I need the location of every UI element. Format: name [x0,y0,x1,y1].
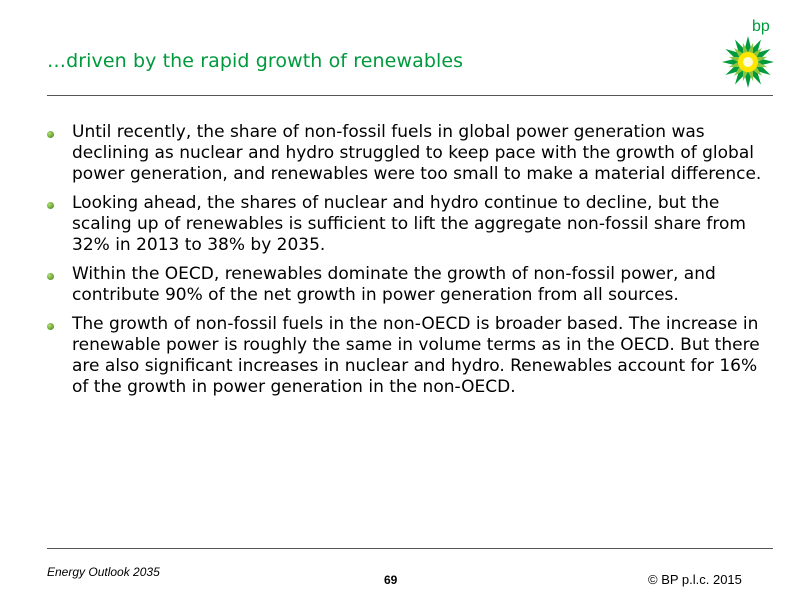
page-number: 69 [384,573,398,587]
bullet-text: Until recently, the share of non-fossil fuels in global power generation was declining as nuclear and hydro struggled to keep pace with the growth of global power generation, and renewables were too small to make a material difference. [72,122,762,184]
bullet-text: Within the OECD, renewables dominate the growth of non-fossil power, and contribute 90% of the net growth in power generation from all sources. [72,264,716,305]
helios-icon [720,34,776,90]
bullet-text: The growth of non-fossil fuels in the non-OECD is broader based. The increase in renewable power is roughly the same in volume terms as in the OECD. But there are also significant increases in nuclear and hydro. Renewables account for 16% of the growth in power generation in the non-OECD. [72,314,760,397]
bullet-icon [47,131,54,138]
footer-copyright: © BP p.l.c. 2015 [648,572,742,587]
bullet-list [47,122,767,406]
bullet-item [47,122,767,185]
bullet-text: Looking ahead, the shares of nuclear and hydro continue to decline, but the scaling up of renewables is sufficient to lift the aggregate non-fossil share from 32% in 2013 to 38% by 2035. [72,193,746,255]
footer-publication: Energy Outlook 2035 [47,565,160,579]
bullet-icon [47,323,54,330]
bp-logo-text: bp [752,18,770,35]
footer-divider [47,548,773,549]
bullet-icon [47,202,54,209]
slide-title: …driven by the rapid growth of renewables [47,50,464,72]
bullet-item [47,193,767,256]
bullet-item [47,264,767,306]
bullet-icon [47,273,54,280]
header-divider [47,95,773,96]
bullet-item [47,314,767,398]
bp-logo [720,18,776,88]
